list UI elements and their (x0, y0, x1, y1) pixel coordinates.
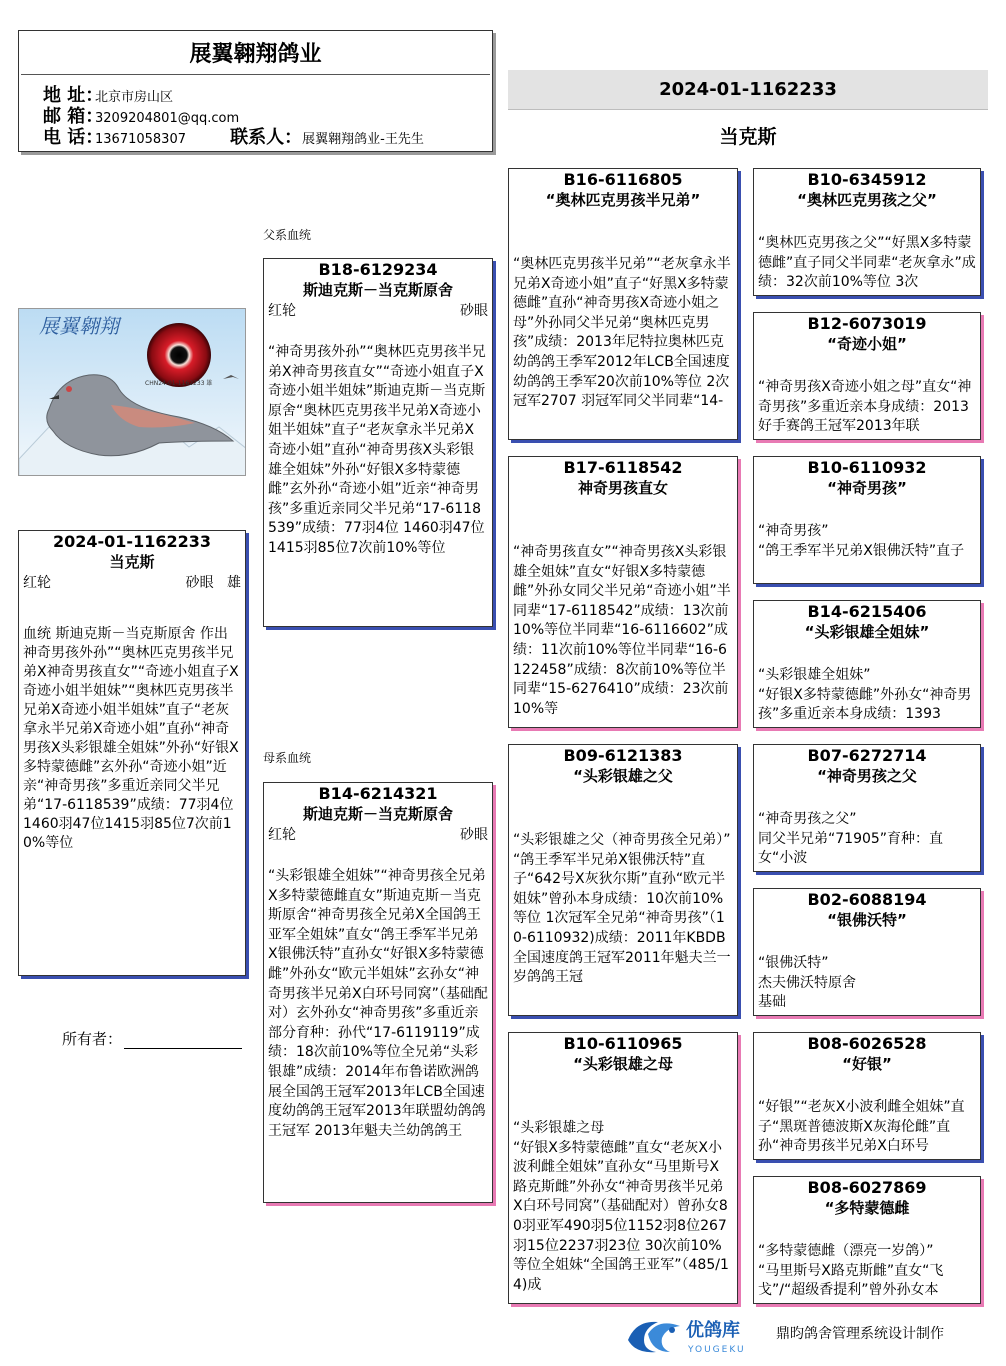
top-bird-name: 当克斯 (719, 126, 777, 148)
great-grandparent-description: “神奇男孩X奇迹小姐之母”直女“神奇男孩”多重近亲本身成绩：2013好手赛鸽王冠军2013年联 (758, 379, 972, 435)
email-label: 邮 箱： (43, 106, 104, 127)
great-grandparent-name: “好银” (842, 1055, 892, 1073)
grandparent-ring: B10-6110965 (563, 1034, 683, 1053)
dam-eye: 砂眼 (460, 827, 488, 843)
grandparent-description: “头彩银雄之母 “好银X多特蒙德雌”直女“老灰X小波利雌全姐妹”直孙女“马里斯号X路克斯雌”外孙女“神奇男孩半兄弟X白环号同窝”（基础配对）曾孙女80羽亚军490羽5位1152羽8位267羽15位2237羽23位 30次前10%等位全姐妹“全国鸽王亚军”（485/14)成 (513, 1120, 729, 1293)
sire-attributes (268, 301, 488, 321)
sire-card (263, 258, 493, 627)
great-grandparent-ring: B10-6110932 (807, 458, 927, 477)
great-grandparent-card-4 (753, 600, 981, 728)
grandparent-ring: B17-6118542 (563, 458, 683, 477)
owner-line (124, 1034, 242, 1049)
dam-attributes (268, 825, 488, 845)
footer-credit: 鼎昀鸽舍管理系统设计制作 (776, 1326, 944, 1342)
grandsire-maternal-card (508, 744, 738, 1016)
grandsire-paternal-card (508, 168, 738, 440)
great-grandparent-ring: B12-6073019 (807, 314, 927, 333)
phone-row (43, 128, 424, 150)
great-grandparent-name: “奇迹小姐” (827, 335, 907, 353)
dam-name: 斯迪克斯－当克斯原舍 (302, 805, 453, 823)
great-grandparent-ring: B08-6026528 (807, 1034, 927, 1053)
grandparent-ring: B09-6121383 (563, 746, 683, 765)
pigeon-illustration (19, 309, 246, 476)
great-grandparent-description: “好银”“老灰X小波利雌全姐妹”直子“黑斑普德波斯X灰海伦雌”直孙“神奇男孩半兄弟X白环号 (758, 1099, 965, 1155)
sire-eye: 砂眼 (460, 303, 488, 319)
sire-name: 斯迪克斯－当克斯原舍 (302, 281, 453, 299)
great-grandparent-card-7 (753, 1032, 981, 1160)
photo-logo-text: 展翼翱翔 (39, 314, 119, 338)
header-divider (21, 74, 490, 75)
logo-en-text: YOUGEKU (688, 1345, 746, 1355)
grandparent-name: 神奇男孩直女 (577, 479, 668, 497)
sire-ring: B18-6129234 (318, 260, 438, 279)
great-grandparent-name: “神奇男孩之父 (817, 767, 917, 785)
granddam-paternal-card (508, 456, 738, 728)
yougeku-logo-icon (622, 1310, 772, 1360)
sire-description: “神奇男孩外孙”“奥林匹克男孩半兄弟X神奇男孩直女”“奇迹小姐直子X奇迹小姐半姐妹”斯迪克斯－当克斯原舍“奥林匹克男孩半兄弟X奇迹小姐半姐妹”直子“老灰拿永半兄弟X奇迹小姐”直孙“神奇男孩X头彩银雄全姐妹”外孙“好银X多特蒙德雌”玄外孙“奇迹小姐”近亲“神奇男孩”多重近亲同父半兄弟“17-6118539”成绩：77羽4位 1460羽47位1415羽85位7次前10%等位 (268, 344, 486, 556)
subject-description: 血统 斯迪克斯－当克斯原舍 作出 神奇男孩外孙”“奥林匹克男孩半兄弟X神奇男孩直女”“奇迹小姐直子X奇迹小姐半姐妹”“奥林匹克男孩半兄弟X奇迹小姐半姐妹”直子“老灰拿永半兄弟X奇迹小姐”直孙“神奇男孩X头彩银雄全姐妹”外孙“好银X多特蒙德雌”玄外孙“奇迹小姐”近亲“神奇男孩”多重近亲同父半兄弟“17-6118539”成绩：77羽4位 1460羽47位1415羽85位7次前10%等位 (23, 626, 239, 851)
great-grandparent-description: “多特蒙德雌（漂亮一岁鸽）” “马里斯号X路克斯雌”直女“飞戈”/“超级香提利”曾外孙女本 (758, 1243, 944, 1299)
great-grandparent-description: “神奇男孩” “鸽王季军半兄弟X银佛沃特”直子 (758, 523, 965, 559)
phone-label: 电 话： (43, 127, 104, 148)
contact-label: 联系人： (230, 127, 303, 148)
great-grandparent-card-5 (753, 744, 981, 872)
dam-card (263, 782, 493, 1203)
grandparent-description: “奥林匹克男孩半兄弟”“老灰拿永半兄弟X奇迹小姐”直子“好黑X多特蒙德雌”直孙“神奇男孩X奇迹小姐之母”外孙同父半兄弟“奥林匹克男孩”成绩：2013年尼特拉奥林匹克幼鸽鸽王季军2012年LCB全国速度幼鸽鸽王季军20次前10%等位 2次冠军2707 羽冠军同父半同辈“14- (513, 256, 731, 410)
subject-eye: 砂眼 (185, 575, 214, 591)
grandparent-description: “头彩银雄之父（神奇男孩全兄弟）” “鸽王季军半兄弟X银佛沃特”直子“642号X灰狄尔斯”直孙“欧元半姐妹”曾孙本身成绩：10次前10%等位 1次冠军全兄弟“神奇男孩”（10-6110932)成绩：2011年KBDB全国速度鸽王冠军2011年魁夫兰一岁鸽鸽王冠 (513, 832, 731, 986)
logo-cn-text: 优鸽库 (686, 1320, 740, 1341)
phone-value: 13671058307 (95, 132, 186, 147)
contact-value: 展翼翱翔鸽业-王先生 (302, 132, 424, 147)
great-grandparent-ring: B02-6088194 (807, 890, 927, 909)
great-grandparent-card-1 (753, 168, 981, 296)
subject-pigeon-card (18, 530, 246, 976)
address-label: 地 址： (43, 85, 104, 106)
dam-ring: B14-6214321 (318, 784, 438, 803)
great-grandparent-description: “神奇男孩之父” 同父半兄弟“71905”育种：直女“小波 (758, 811, 944, 867)
pigeon-photo (18, 308, 246, 476)
great-grandparent-ring: B07-6272714 (807, 746, 927, 765)
great-grandparent-card-2 (753, 312, 981, 440)
dam-description: “头彩银雄全姐妹”“神奇男孩全兄弟X多特蒙德雌直女”斯迪克斯－当克斯原舍“神奇男孩全兄弟X全国鸽王亚军全姐妹”直女“鸽王季军半兄弟X银佛沃特”直孙女“好银X多特蒙德雌”外孙女“欧元半姐妹”玄孙女“神奇男孩半兄弟X白环号同窝”（基础配对）玄外孙女“神奇男孩”多重近亲部分育种：孙代“17-6119119”成绩：18次前10%等位全兄弟“头彩银雄”成绩：2014年布鲁诺欧洲鸽展全国鸽王冠军2013年LCB全国速度幼鸽鸽王冠军2013年联盟幼鸽鸽王冠军 2013年魁夫兰幼鸽鸽王 (268, 868, 488, 1139)
farm-header (18, 30, 493, 152)
great-grandparent-description: “银佛沃特” 杰夫佛沃特原舍 基础 (758, 955, 856, 1011)
sire-color: 红轮 (268, 303, 296, 319)
subject-ring: 2024-01-1162233 (52, 532, 211, 551)
great-grandparent-card-8 (753, 1176, 981, 1304)
grandparent-ring: B16-6116805 (563, 170, 683, 189)
great-grandparent-ring: B14-6215406 (807, 602, 927, 621)
sire-section-label: 父系血统 (263, 228, 312, 242)
grandparent-description: “神奇男孩直女”“神奇男孩X头彩银雄全姐妹”直女“好银X多特蒙德雌”外孙女同父半兄弟“奇迹小姐”半同辈“17-6118542”成绩：13次前10%等位半同辈“16-6116602”成绩：11次前10%等位半同辈“16-6122458”成绩：8次前10%等位半同辈“15-6276410”成绩：23次前10%等 (513, 544, 731, 717)
great-grandparent-ring: B10-6345912 (807, 170, 927, 189)
top-ring-number: 2024-01-1162233 (508, 70, 988, 110)
address-row (43, 86, 173, 108)
photo-caption: CHN24-01-1162233 雄 (145, 380, 213, 387)
subject-attributes (23, 573, 241, 593)
address-value: 北京市房山区 (95, 90, 174, 105)
dam-color: 红轮 (268, 827, 296, 843)
owner-label: 所有者： (62, 1030, 123, 1048)
great-grandparent-ring: B08-6027869 (807, 1178, 927, 1197)
subject-color: 红轮 (23, 575, 51, 591)
great-grandparent-card-6 (753, 888, 981, 1016)
great-grandparent-name: “神奇男孩” (827, 479, 907, 497)
great-grandparent-name: “银佛沃特” (827, 911, 907, 929)
email-row (43, 107, 239, 129)
grandparent-name: “头彩银雄之母 (573, 1055, 673, 1073)
grandparent-name: “头彩银雄之父 (573, 767, 673, 785)
subject-sex: 雄 (227, 575, 241, 591)
owner-field (62, 1028, 242, 1049)
great-grandparent-description: “奥林匹克男孩之父”“好黑X多特蒙德雌”直子同父半同辈“老灰拿永”成绩：32次前10%等位 3次 (758, 235, 976, 291)
grandparent-name: “奥林匹克男孩半兄弟” (545, 191, 701, 209)
email-value: 3209204801@qq.com (95, 111, 240, 126)
yougeku-logo (622, 1310, 772, 1360)
subject-name: 当克斯 (109, 553, 155, 571)
great-grandparent-card-3 (753, 456, 981, 584)
great-grandparent-name: “多特蒙德雌 (824, 1199, 910, 1217)
great-grandparent-name: “奥林匹克男孩之父” (797, 191, 937, 209)
great-grandparent-name: “头彩银雄全姐妹” (804, 623, 930, 641)
farm-name: 展翼翱翔鸽业 (189, 42, 322, 67)
granddam-maternal-card (508, 1032, 738, 1304)
great-grandparent-description: “头彩银雄全姐妹” “好银X多特蒙德雌”外孙女“神奇男孩”多重近亲本身成绩：1393 (758, 667, 972, 723)
dam-section-label: 母系血统 (263, 751, 312, 765)
